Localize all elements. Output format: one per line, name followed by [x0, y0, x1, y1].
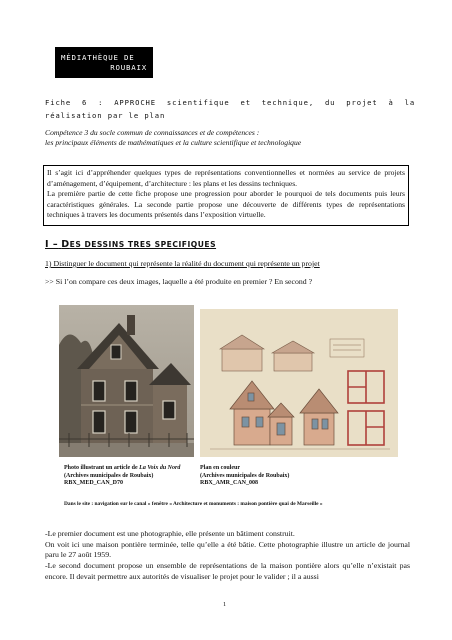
fiche-word: du [324, 98, 336, 107]
body-paragraph-3: -Le second document propose un ensemble de représentations de la maison pontière alors qu’elle n’existait pas encore. Il devait permettre aux autorités de visualiser le projet pour le valider ; il a aussi [45, 561, 410, 581]
photo-caption-line2: (Archives municipales de Roubaix) [64, 472, 154, 479]
fiche-word: la [404, 98, 416, 107]
fiche-word: et [240, 98, 251, 107]
plan-caption-line2: (Archives municipales de Roubaix) [200, 472, 290, 479]
fiche-word: à [388, 98, 394, 107]
competence-line1: Compétence 3 du socle commun de connaissances et de compétences : [45, 128, 260, 137]
photo-caption [64, 465, 189, 488]
competence-block [45, 128, 415, 148]
body-text [45, 529, 410, 583]
fiche-title-line2: réalisation par le plan [45, 111, 166, 120]
caption-text: Photo illustrant un article de [64, 465, 138, 471]
fiche-word: : [98, 98, 104, 107]
architectural-plan [200, 309, 398, 457]
fiche-word: projet [346, 98, 378, 107]
intro-box [43, 165, 409, 226]
plan-caption-line1: Plan en couleur [200, 465, 240, 471]
competence-line2: les principaux éléments de mathématiques et la culture scientifique et technologique [45, 138, 302, 147]
page-number: 1 [223, 601, 227, 608]
section-title-initial: D [61, 239, 70, 250]
house-photo [59, 305, 194, 457]
photo-caption-line1 [64, 465, 189, 473]
body-paragraph-1: -Le premier document est une photographie, elle présente un bâtiment construit. [45, 529, 295, 538]
caption-newspaper: La Voix du Nord [139, 465, 181, 471]
fiche-word: scientifique [166, 98, 230, 107]
intro-paragraph-2: La première partie de cette fiche propose une progression pour aborder le pourquoi de tels documents puis leurs caractéristiques générales. La seconde partie propose une découverte de différents types de représentations techniques à travers les documents présentés dans l’exposition virtuelle. [47, 189, 405, 220]
logo-line2: ROUBAIX [110, 63, 147, 72]
subsection-heading: 1) Distinguer le document qui représente la réalité du document qui représente un projet [45, 259, 320, 268]
plan-caption-line3: RBX_AMR_CAN_008 [200, 480, 258, 487]
photo-caption-line3: RBX_MED_CAN_D70 [64, 480, 123, 487]
question-text: >> Si l’on compare ces deux images, laquelle a été produite en premier ? En second ? [45, 277, 313, 286]
site-navigation-note: Dans le site : navigation sur le canal » fenêtre « Architecture et monuments : maison pontière quai de Marseille » [64, 501, 323, 507]
plan-caption [200, 465, 330, 488]
section-number: I – [45, 239, 59, 250]
section-heading [45, 239, 345, 250]
fiche-word: APPROCHE [114, 98, 157, 107]
fiche-title-line1 [45, 96, 415, 109]
intro-paragraph-1: Il s’agit ici d’appréhender quelques types de représentations conventionnelles et normées au service de projets d’aménagement, d’équipement, d’architecture : les plans et les dessins techniques. [47, 168, 405, 188]
mediatheque-logo [55, 47, 153, 78]
fiche-word: Fiche [45, 98, 72, 107]
fiche-title [45, 96, 415, 122]
section-title-rest: ES DESSINS TRES SPECIFIQUES [69, 240, 217, 249]
fiche-word: technique, [261, 98, 315, 107]
logo-line1: MÉDIATHÈQUE DE [61, 53, 135, 62]
fiche-word: 6 [82, 98, 88, 107]
body-paragraph-2: On voit ici une maison pontière terminée, telle qu’elle a été bâtie. Cette photographie illustre un article de journal paru le 27 août 1959. [45, 539, 410, 560]
